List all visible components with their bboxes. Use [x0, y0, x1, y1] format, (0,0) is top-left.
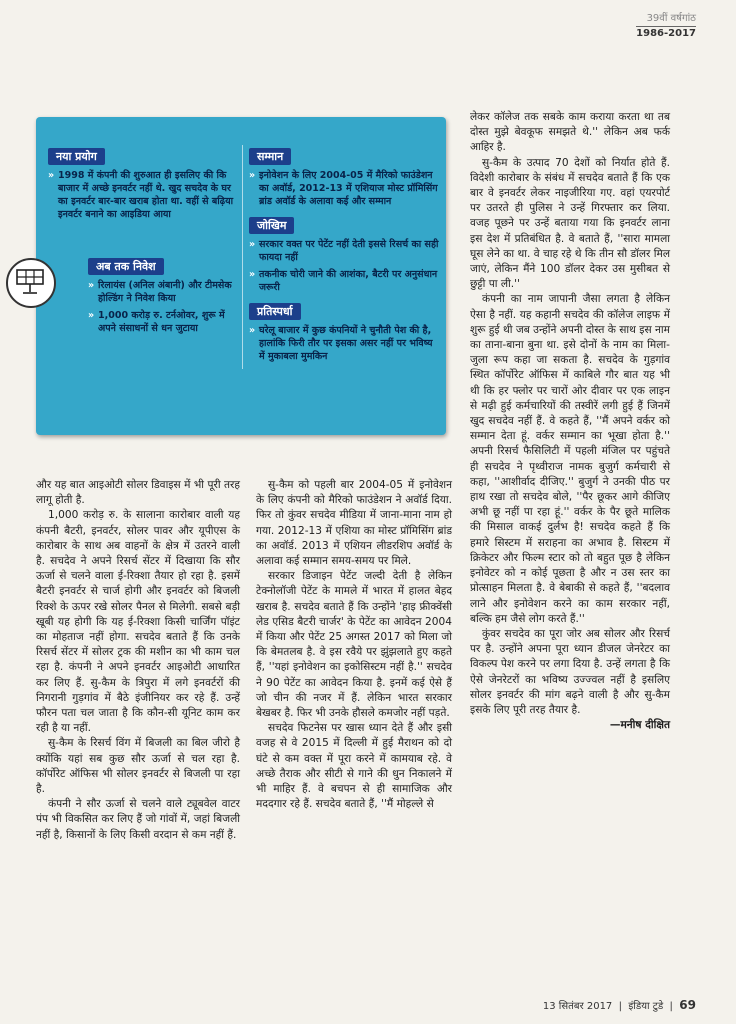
paragraph: कुंवर सचदेव का पूरा जोर अब सोलर और रिसर्च पर है. उन्होंने अपना पूरा ध्यान डीजल जेनरेटर का विकल्प पेश करने पर लगा दिया है. उन्हें लगता है कि ऐसे जेनरेटरों का भविष्य उज्ज्वल नहीं है इसलिए सोलर इनवर्टर की मांग बढ़ने वाली है और सु-कैम इसके लिए पूरी तरह तैयार है. [470, 627, 670, 716]
info-section [48, 145, 238, 221]
info-box [36, 117, 446, 435]
section-tag: जोखिम [249, 217, 294, 234]
paragraph: सरकार डिजाइन पेटेंट जल्दी देती है लेकिन टेक्नोलॉजी पेटेंट के मामले में भारत में हालत बेहद खराब है. सचदेव बताते हैं कि उन्होंने 'हाइ फ्रीक्वेंसी लेड एसिड बैटरी चार्जर' के पेटेंट का आवेदन 2004 में किया और पेटेंट 25 अगस्त 2017 को मिला जो कि बेमतलब है. वे इस रवैये पर झुंझलाते हुए कहते हैं, ''यहां इनोवेशन का इकोसिस्टम नहीं है.'' सचदेव ने 90 पेटेंट का आवेदन किया है. इनमें कई ऐसे हैं जो चीन की नजर में हैं. लेकिन भारत सरकार बेखबर है. फिर भी उनके हौसले कमजोर नहीं पड़ते. [256, 570, 452, 720]
section-tag: नया प्रयोग [48, 148, 105, 165]
info-col-left [48, 145, 238, 341]
article-column-1 [36, 478, 240, 843]
article-column-2 [256, 478, 452, 812]
bullet: » 1,000 करोड़ रु. टर्नओवर, शुरू में अपने संसाधनों से धन जुटाया [88, 309, 238, 335]
info-section [249, 214, 439, 294]
page-number: 69 [679, 998, 696, 1012]
paragraph: कंपनी ने सौर ऊर्जा से चलने वाले ट्यूबवेल वाटर पंप भी विकसित कर लिए हैं जो गांवों में, जहां बिजली नहीं है, किसानों के लिए किसी वरदान से कम नहीं हैं. [36, 798, 240, 841]
bullet: » सरकार वक्त पर पेटेंट नहीं देती इससे रिसर्च का सही फायदा नहीं [249, 238, 439, 264]
paragraph: सु-कैम के उत्पाद 70 देशों को निर्यात होते हैं. विदेशी कारोबार के संबंध में सचदेव बताते हैं कि एक बार वे इनवर्टर लेकर नाइजीरिया गए. वहां एयरपोर्ट पर उतरते ही पुलिस ने उन्हें गिरफ्तार कर लिया. वजह पूछने पर उन्हें बताया गया कि इनवर्टर लाना इस देश में प्रतिबंधित है. वे बताते हैं, ''सारा मामला घूस लेने का था. वे चाह रहे थे कि तीन सौ डॉलर मिल जाएं, लेकिन मैंने 100 डॉलर देकर उस मुसीबत से छुट्टी पा ली.'' [470, 156, 671, 291]
info-section [88, 255, 238, 335]
paragraph: कंपनी का नाम जापानी जैसा लगता है लेकिन ऐसा है नहीं. यह कहानी सचदेव की कॉलेज लाइफ में शुरू हुई थी जब उन्होंने अपनी दोस्त के साथ इस नाम का ताना-बाना बुना था. इसे दोनों के नाम का मिला-जुला रूप कहा जा सकता है. सचदेव के गुड़गांव स्थित कॉर्पोरेट ऑफिस में काबिले गौर बात यह भी थी कि हर फ्लोर पर चारों ओर दीवार पर एक लाइन से मढ़ी हुई कर्मचारियों की तस्वीरें लगी हुई हैं जिनमें खुद सचदेव नहीं हैं. वे कहते हैं, ''मैं अपने वर्कर को सम्मान देता हूं. वर्कर सम्मान का भूखा होता है.'' अपनी रिसर्च फैसिलिटी में पहली मंजिल पर पहुंचते ही सचदेव ने पृथ्वीराज नामक बुजुर्ग कर्मचारी से कहा, ''आशीर्वाद दीजिए.'' बुजुर्ग ने उनकी पीठ पर हाथ रखा तो सचदेव बोले, ''पैर छूकर आगे कीजिए अभी छू नहीं पा रहा हूं.'' वर्कर के पैर छूते मालिक की मिसाल वाकई दुर्लभ है! सचदेव कहते हैं कि हमारे सिस्टम में सराहना का अभाव है. सिस्टम में क्रिकेटर और फिल्म स्टार को तो बहुत पूछ है लेकिन इनोवेटर को न कोई पूछता है और न उस स्तर का प्रोत्साहन मिलता है. वे बेबाकी से कहते हैं, ''बदलाव लाने और इनोवेशन करने का काम सरकार नहीं, बल्कि हम जैसे लोग करते हैं.'' [470, 293, 670, 625]
section-tag: अब तक निवेश [88, 258, 164, 275]
solar-panel-icon [6, 258, 56, 308]
paragraph: सु-कैम के रिसर्च विंग में बिजली का बिल जीरो है क्योंकि यहां सब कुछ सौर ऊर्जा से चल रहा है. कॉर्पोरेट ऑफिस भी सोलर इनवर्टर से बिजली पा रहा है. [36, 737, 240, 796]
anniversary-label: 39वीं वर्षगांठ [646, 13, 696, 24]
paragraph: और यह बात आइओटी सोलर डिवाइस में भी पूरी तरह लागू होती है. [36, 479, 240, 507]
paragraph: सु-कैम को पहली बार 2004-05 में इनोवेशन के लिए कंपनी को मैरिको फाउंडेशन ने अवॉर्ड दिया. फिर तो कुंवर सचदेव मीडिया में जाना-माना नाम हो गया. 2012-13 में एशिया का मोस्ट प्रॉमिसिंग ब्रांड का अवॉर्ड. 2013 में एशियन लीडरशिप अवॉर्ड के अलावा कई सम्मान समय-समय पर मिले. [256, 479, 452, 568]
info-col-right [242, 145, 439, 369]
bullet: » 1998 में कंपनी की शुरुआत ही इसलिए की कि बाजार में अच्छे इनवर्टर नहीं थे. खुद सचदेव के घर का इनवर्टर बार-बार खराब होता था. वहीं से बढ़िया इनवर्टर बनाने का आइडिया आया [48, 169, 238, 221]
footer-date: 13 सितंबर 2017 [542, 1001, 613, 1012]
section-tag: सम्मान [249, 148, 291, 165]
bullet: » इनोवेशन के लिए 2004-05 में मैरिको फाउंडेशन का अवॉर्ड, 2012-13 में एशियाज मोस्ट प्रॉमिसिंग ब्रांड अवॉर्ड के अलावा कई और सम्मान [249, 169, 439, 208]
paragraph: लेकर कॉलेज तक सबके काम कराया करता था तब दोस्त मुझे बेवकूफ समझते थे.'' लेकिन अब फर्क आहिर है. [470, 111, 670, 154]
bullet: » घरेलू बाजार में कुछ कंपनियों ने चुनौती पेश की है, हालांकि फिरी तौर पर इसका असर नहीं पर भविष्य में मुकाबला मुमकिन [249, 324, 439, 363]
bullet: » तकनीक चोरी जाने की आशंका, बैटरी पर अनुसंधान जरूरी [249, 268, 439, 294]
section-tag: प्रतिस्पर्धा [249, 303, 301, 320]
year-range: 1986-2017 [636, 28, 696, 39]
paragraph: सचदेव फिटनेस पर खास ध्यान देते हैं और इसी वजह से वे 2015 में दिल्ली में हुई मैराथन को दो घंटे से कम वक्त में पूरा करने में कामयाब रहे. वे अच्छे तैराक और सीटी से गाने की धुन निकालने में भी माहिर हैं. वे बचपन से ही सामाजिक और मददगार रहे हैं. सचदेव बताते हैं, ''मैं मोहल्ले से [256, 722, 452, 811]
info-section [249, 300, 439, 363]
issue-header [636, 10, 696, 39]
article-column-3 [470, 110, 670, 733]
paragraph: 1,000 करोड़ रु. के सालाना कारोबार वाली यह कंपनी बैटरी, इनवर्टर, सोलर पावर और यूपीएस के कारोबार के साथ अब वाहनों के क्षेत्र में उतरने वाली है. सचदेव ने अपने रिसर्च सेंटर में दिखाया कि सौर ऊर्जा से चलने वाला ई-रिक्शा तैयार हो रहा है. इसमें बैटरी इनवर्टर से चार्ज होगी और इनवर्टर को बिजली रिक्शे के ऊपर रखे सोलर पैनल से मिलेगी. सबसे बड़ी खूबी यह होगी कि यह ई-रिक्शा किसी चार्जिंग पॉइंट का मोहताज नहीं होगा. सचदेव बताते हैं कि उनके रिसर्च सेंटर में सोलर ट्रक की मशीन का भी काम चल रहा है. कंपनी ने अपने इनवर्टर आइओटी आधारित कर लिए हैं. सु-कैम के त्रिपुरा में लगे इनवर्टरों की निगरानी गुड़गांव में बैठे इंजीनियर कर रहे हैं. उन्हें फौरन पता चल जाता है कि कौन-सी यूनिट काम कर रही है या नहीं. [36, 509, 240, 735]
bullet: » रिलायंस (अनिल अंबानी) और टीमसेक होल्डिंग ने निवेश किया [88, 279, 238, 305]
author-signature: —मनीष दीक्षित [609, 719, 670, 732]
page-footer: 13 सितंबर 2017 | इंडिया टुडे | 69 [542, 998, 696, 1012]
info-section [249, 145, 439, 208]
footer-magazine: इंडिया टुडे [628, 1001, 664, 1012]
